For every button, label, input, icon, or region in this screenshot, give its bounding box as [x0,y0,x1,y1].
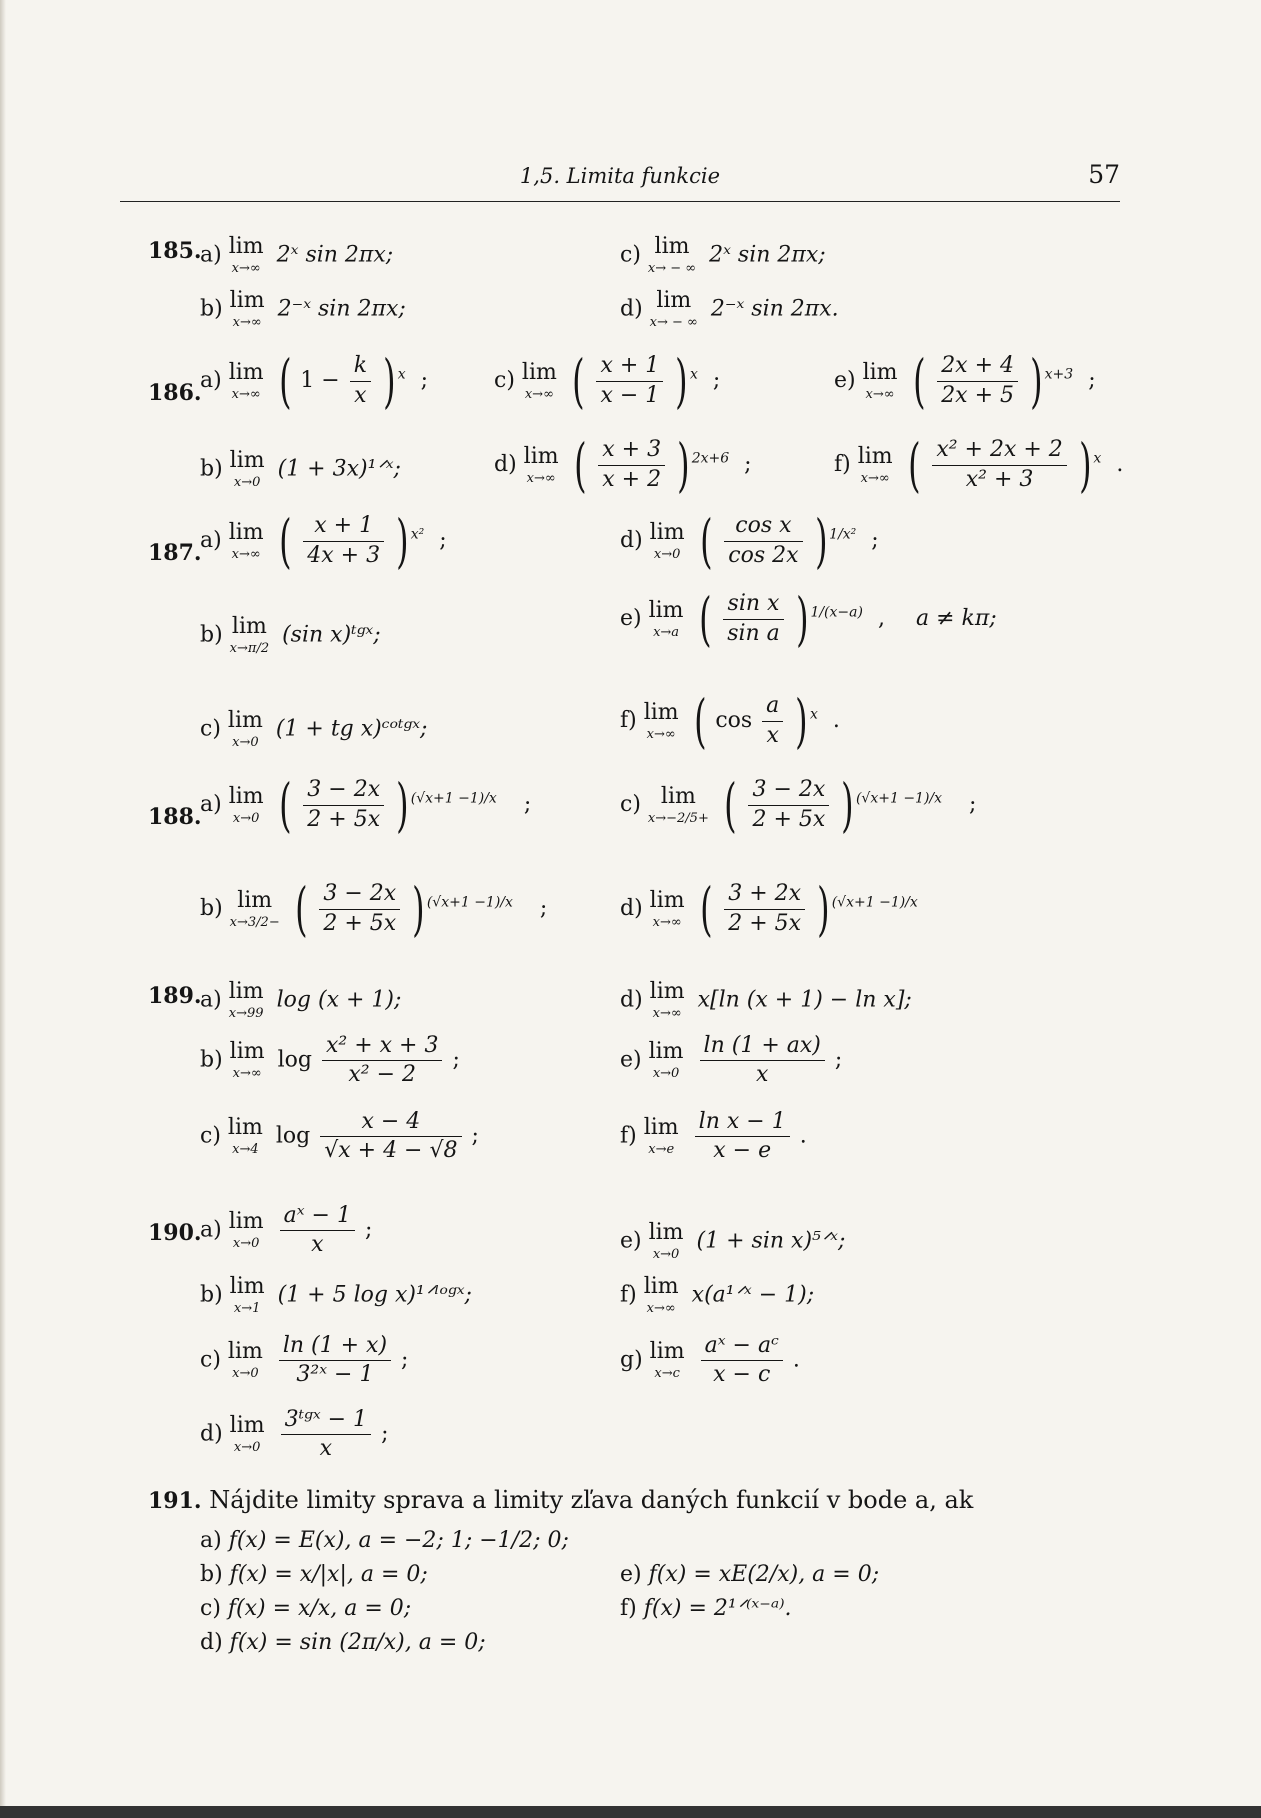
exponent: x [689,366,698,383]
problem-185-b [200,290,406,329]
expression: 2⁻ˣ sin 2πx. [710,296,839,322]
item-label: d) [620,896,643,921]
expression: (sin x)ᵗᵍˣ; [282,622,381,648]
left-paren: ( [278,507,292,575]
limit-operator: lim x→e [643,1115,679,1158]
problem-number: 191. [148,1488,202,1514]
punctuation: ; [1088,368,1096,393]
left-paren: ( [278,771,292,839]
problem-190-g [620,1334,800,1387]
item-label: d) [200,1630,223,1655]
right-paren: ) [677,431,690,499]
expression: (1 + 5 log x)¹ᐟˡᵒᵍˣ; [277,1282,472,1308]
item-label: d) [200,1421,223,1447]
expression-prefix: 1 − [300,368,340,393]
fraction: $\frac{\text{ln x − 1}}{x - e}$ [695,1110,790,1163]
problem-190-e [620,1222,845,1261]
problem-191-a [200,1528,569,1553]
exponent: 1/(x−a) [810,604,863,621]
punctuation: ; [539,896,548,921]
page-edge-shadow [0,0,6,1818]
expression: f(x) = x/|x|, a = 0; [229,1562,428,1587]
limit-operator: lim x→∞ [521,359,557,402]
item-label: c) [494,368,515,393]
expression-prefix: cos [715,708,753,733]
problem-186-b [200,450,401,489]
right-paren: ) [412,875,425,943]
limit-operator: lim x→a [648,597,684,640]
expression: f(x) = xE(2/x), a = 0; [648,1562,880,1587]
condition: a ≠ kπ; [915,606,997,631]
problem-190-f [620,1276,814,1315]
problem-191-b [200,1562,428,1587]
limit-operator: lim x→ − ∞ [647,234,697,276]
expression: x[ln (x + 1) − ln x]; [697,987,912,1013]
limit-operator: lim x→π/2 [229,614,270,656]
right-paren: ) [396,507,409,575]
fraction: $\frac{\text{x² + x + 3}}{\text{x² − 2}}$ [322,1034,442,1087]
exponent: x [1093,450,1102,467]
expression-prefix: log [277,1047,312,1073]
limit-operator: lim x→∞ [229,288,265,330]
limit-operator: lim x→0 [227,708,263,750]
fraction: $\frac{\text{sin x}}{\text{sin a}}$ [723,592,784,645]
right-paren: ) [383,347,396,415]
limit-operator: lim x→0 [228,1209,264,1252]
item-label: a) [200,242,222,268]
problem-191-f [620,1596,791,1621]
problem-189-d [620,981,912,1020]
item-label: f) [620,708,637,733]
expression: f(x) = sin (2π/x), a = 0; [229,1630,486,1655]
expression-prefix: log [275,1123,311,1149]
problem-191-d [200,1630,486,1655]
limit-operator: lim x→∞ [643,699,679,742]
limit-operator: lim x→∞ [228,519,264,562]
right-paren: ) [817,875,830,943]
right-paren: ) [814,507,828,575]
item-label: b) [200,296,223,322]
item-label: f) [620,1282,637,1308]
left-paren: ( [693,687,707,755]
fraction: $\frac{x + 1}{4x + 3}$ [303,514,384,567]
running-title: 1,5. Limita funkcie [519,164,721,188]
expression: (1 + 3x)¹ᐟˣ; [277,456,401,482]
problem-189-c [200,1110,479,1163]
limit-operator: lim x→0 [229,1413,265,1456]
limit-operator: lim x→∞ [228,234,264,276]
problem-191-c [200,1596,411,1621]
problem-190-b [200,1276,472,1315]
problem-191-statement [148,1486,973,1514]
punctuation: ; [871,528,879,553]
exponent: x [397,366,406,383]
fraction: $\frac{3 - 2x}{2 + 5x}$ [748,778,829,831]
limit-operator: lim x→c [649,1339,685,1382]
fraction: $\frac{3 + 2x}{2 + 5x}$ [724,882,805,935]
problem-190-d [200,1408,388,1461]
item-label: e) [620,1562,642,1587]
left-paren: ( [912,347,926,415]
fraction: $\frac{\ln (1 + x)}{\text{3²ˣ − 1}}$ [279,1334,391,1387]
problem-number: 189. [148,983,202,1009]
punctuation: , [877,606,885,631]
limit-operator: lim x→4 [227,1115,263,1158]
limit-operator: lim x→∞ [523,443,559,486]
item-label: a) [200,368,222,393]
item-label: e) [834,368,856,393]
fraction: $\frac{3 - 2x}{2 + 5x}$ [319,882,400,935]
left-paren: ( [278,347,292,415]
problem-187-e [620,585,997,653]
fraction: $\frac{\ln (1 + ax)}{x}$ [700,1034,825,1087]
punctuation: ; [523,792,532,817]
problem-190-c [200,1334,408,1387]
item-label: b) [200,1562,223,1587]
problem-188-c [620,771,977,839]
problem-number: 186. [148,380,202,406]
expression: x(a¹ᐟˣ − 1); [691,1282,815,1308]
left-paren: ( [573,431,587,499]
limit-operator: lim x→99 [228,979,264,1021]
fraction: $\frac{2x + 4}{2x + 5}$ [937,354,1018,407]
problem-number: 188. [148,804,202,830]
problem-188-a [200,771,532,839]
item-label: a) [200,1217,222,1243]
item-label: d) [620,296,643,322]
punctuation: ; [744,452,752,477]
expression: (1 + sin x)⁵ᐟˣ; [696,1228,846,1254]
fraction: $\frac{k}{x}$ [350,354,371,407]
right-paren: ) [1030,347,1043,415]
problem-187-c [200,710,427,749]
right-paren: ) [675,347,688,415]
problem-185-d [620,290,839,329]
item-label: b) [200,1282,223,1308]
fraction: $\frac{x - 4}{√x + 4 - √8}$ [320,1110,461,1163]
expression: f(x) = E(x), a = −2; 1; −1/2; 0; [228,1528,569,1553]
item-label: c) [200,1347,221,1373]
item-label: a) [200,792,222,817]
punctuation: . [1116,452,1124,477]
exponent: x [809,706,818,723]
expression: 2ˣ sin 2πx; [709,242,826,268]
problem-187-d [620,507,879,575]
limit-operator: lim x→∞ [643,1274,679,1316]
exponent: x² [410,526,425,543]
punctuation: ; [381,1421,389,1447]
limit-operator: lim x→0 [229,448,265,490]
right-paren: ) [396,771,409,839]
punctuation: ; [420,368,429,393]
limit-operator: lim x→∞ [649,979,685,1021]
expression: f(x) = x/x, a = 0; [227,1596,412,1621]
limit-operator: lim x→∞ [857,443,893,486]
punctuation: ; [401,1347,409,1373]
limit-operator: lim x→∞ [229,1039,265,1082]
item-label: c) [620,242,641,268]
expression: log (x + 1); [276,987,402,1013]
limit-operator: lim x→0 [649,519,685,562]
item-label: g) [620,1347,643,1373]
problem-189-b [200,1034,460,1087]
fraction: $\frac{\text{x² + 2x + 2}}{\text{x² + 3}}$ [932,438,1066,491]
punctuation: ; [712,368,721,393]
exponent: (√x+1 −1)/x [410,790,497,807]
left-paren: ( [294,875,308,943]
fraction: $\frac{\text{cos x}}{\cos 2x}$ [724,514,802,567]
limit-operator: lim x→−2/5+ [647,783,709,826]
limit-operator: lim x→∞ [649,887,685,930]
fraction: $\frac{\text{aˣ − 1}}{x}$ [280,1204,355,1257]
item-label: f) [620,1596,637,1621]
exponent: x+3 [1044,366,1074,383]
right-paren: ) [1078,431,1092,499]
item-label: e) [620,1228,642,1254]
problem-189-e [620,1034,842,1087]
limit-operator: lim x→0 [227,1339,263,1382]
problem-188-b [200,875,548,943]
limit-operator: lim x→∞ [862,359,898,402]
expression: (1 + tg x)ᶜᵒᵗᵍˣ; [275,716,428,742]
limit-operator: lim x→0 [228,783,264,826]
fraction: $\frac{x + 3}{x + 2}$ [598,438,665,491]
expression: 2ˣ sin 2πx; [276,242,394,268]
limit-operator: lim x→1 [229,1274,265,1316]
punctuation: ; [969,792,977,817]
problem-187-b [200,616,381,655]
problem-187-a [200,507,447,575]
problem-187-f [620,687,840,755]
page-number: 57 [1088,160,1120,189]
limit-operator: lim x→∞ [228,359,264,402]
fraction: $\frac{x + 1}{x - 1}$ [596,354,663,407]
item-label: a) [200,987,222,1013]
punctuation: . [832,708,840,733]
punctuation: ; [452,1047,460,1073]
left-paren: ( [571,347,585,415]
exponent: (√x+1 −1)/x [855,790,943,807]
problem-186-f [834,431,1124,499]
header-rule [120,201,1120,202]
right-paren: ) [795,687,808,755]
scan-bottom-edge [0,1806,1261,1818]
limit-operator: lim x→3/2− [229,887,280,930]
item-label: c) [200,1596,221,1621]
item-label: d) [620,528,643,553]
right-paren: ) [795,585,809,653]
item-label: b) [200,622,223,648]
item-label: b) [200,896,223,921]
punctuation: ; [364,1217,373,1243]
punctuation: ; [439,528,447,553]
item-label: f) [620,1123,637,1149]
problem-186-a [200,347,429,415]
exponent: 2x+6 [691,450,730,467]
left-paren: ( [699,507,713,575]
right-paren: ) [841,771,854,839]
limit-operator: lim x→0 [648,1220,684,1262]
item-label: a) [200,528,222,553]
problem-189-f [620,1110,807,1163]
item-label: a) [200,1528,222,1553]
problem-number: 185. [148,238,202,264]
item-label: c) [200,716,221,742]
exponent: 1/x² [829,526,857,543]
problem-188-d [620,875,918,943]
exponent: (√x+1 −1)/x [426,894,513,911]
punctuation: . [799,1123,807,1149]
punctuation: ; [471,1123,479,1149]
problem-number: 187. [148,540,202,566]
problem-185-c [620,236,826,275]
item-label: f) [834,452,851,477]
item-label: c) [200,1123,221,1149]
problem-186-e [834,347,1096,415]
limit-operator: lim x→0 [648,1039,684,1082]
item-label: c) [620,792,641,817]
left-paren: ( [907,431,921,499]
item-label: b) [200,1047,223,1073]
item-label: d) [620,987,643,1013]
expression: f(x) = 2¹ᐟ⁽ˣ⁻ᵃ⁾. [643,1596,792,1621]
left-paren: ( [699,875,713,943]
item-label: e) [620,606,642,631]
problem-186-d [494,431,752,499]
problem-number: 190. [148,1220,202,1246]
item-label: d) [494,452,517,477]
problem-190-a [200,1204,372,1257]
problem-189-a [200,981,401,1020]
problem-185-a [200,236,393,275]
limit-operator: lim x→ − ∞ [649,288,698,330]
exponent: (√x+1 −1)/x [831,894,918,911]
problem-191-e [620,1562,879,1587]
fraction: $\frac{\text{aˣ − aᶜ}}{x - c}$ [701,1334,783,1387]
statement-text: Nájdite limity sprava a limity zľava daných funkcií v bode a, ak [209,1486,974,1514]
fraction: $\frac{\text{3ᵗᵍˣ − 1}}{x}$ [281,1408,371,1461]
left-paren: ( [723,771,737,839]
fraction: $\frac{a}{x}$ [762,694,783,747]
punctuation: . [792,1347,800,1373]
item-label: e) [620,1047,642,1073]
fraction: $\frac{3 - 2x}{2 + 5x}$ [303,778,384,831]
left-paren: ( [698,585,712,653]
item-label: b) [200,456,223,482]
problem-186-c [494,347,721,415]
expression: 2⁻ˣ sin 2πx; [277,296,406,322]
punctuation: ; [834,1047,843,1073]
page-header [120,160,1120,204]
